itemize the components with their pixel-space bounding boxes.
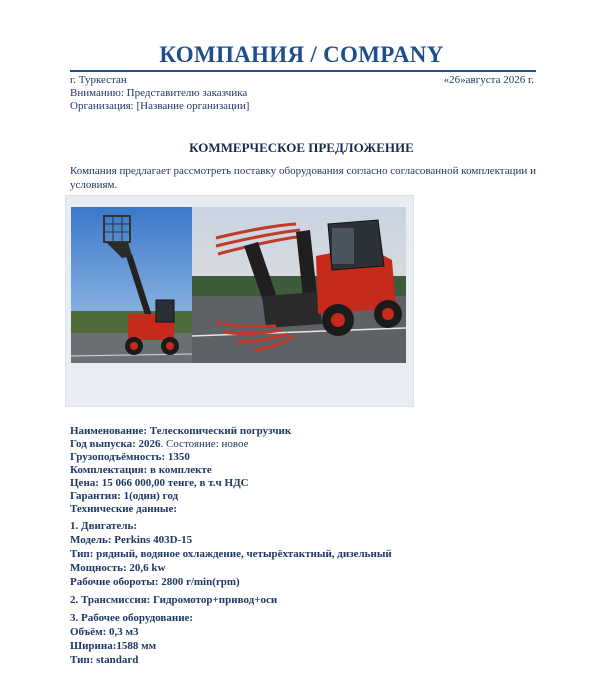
title-divider (70, 70, 536, 72)
spec-width: Ширина:1588 мм (70, 640, 157, 652)
spec-engine-header: 1. Двигатель: (70, 520, 137, 532)
organization-text: Организация: [Название организации] (70, 100, 250, 112)
spec-transmission: 2. Трансмиссия: Гидромотор+привод+оси (70, 594, 278, 606)
photo-right (192, 207, 406, 363)
company-title: КОМПАНИЯ / COMPANY (159, 42, 444, 67)
city-text: г. Туркестан (70, 74, 127, 86)
photo-left (71, 207, 192, 363)
spec-work-header: 3. Рабочее оборудование: (70, 612, 194, 624)
spec-price: Цена: 15 066 000,00 тенге, в т.ч НДС (70, 477, 249, 489)
spec-engine-type: Тип: рядный, водяное охлаждение, четырёхтактный, дизельный (70, 548, 392, 560)
offer-heading: КОММЕРЧЕСКОЕ ПРЕДЛОЖЕНИЕ (189, 140, 414, 155)
spec-model: Модель: Perkins 403D-15 (70, 534, 193, 546)
spec-volume: Объём: 0,3 м3 (70, 626, 139, 638)
spec-power: Мощность: 20,6 kw (70, 562, 166, 574)
product-photos (65, 195, 414, 407)
spec-capacity: Грузоподъёмность: 1350 (70, 451, 190, 463)
spec-warranty: Гарантия: 1(один) год (70, 490, 179, 502)
spec-rpm: Рабочие обороты: 2800 r/min(rpm) (70, 576, 240, 588)
spec-complete: Комплектация: в комплекте (70, 464, 212, 476)
spec-tech-header: Технические данные: (70, 503, 178, 515)
spec-year: Год выпуска: 2026. Состояние: новое (70, 438, 249, 450)
spec-work-type: Тип: standard (70, 654, 139, 666)
date-text: «26»августа 2026 г. (443, 74, 534, 86)
spec-name: Наименование: Телескопический погрузчик (70, 425, 292, 437)
attention-text: Вниманию: Представителю заказчика (70, 87, 248, 99)
telehandler-photo-illustration (66, 196, 415, 408)
offer-intro: Компания предлагает рассмотреть поставку оборудования согласно согласованной комплектации и условиям. (70, 165, 536, 191)
